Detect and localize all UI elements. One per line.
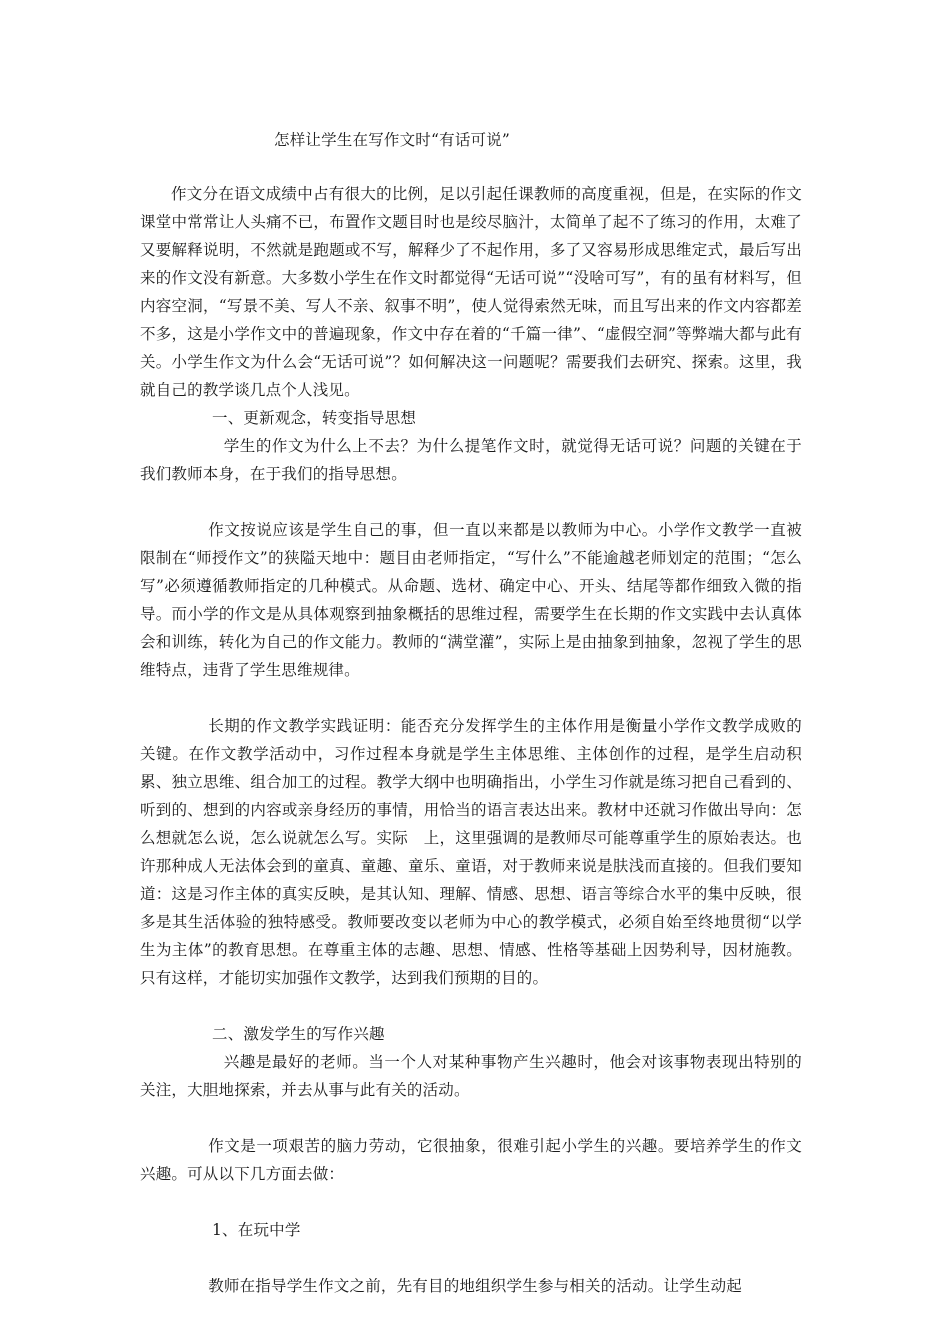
intro-paragraph: 作文分在语文成绩中占有很大的比例，足以引起任课教师的高度重视，但是，在实际的作文课堂中常常让人头痛不已，布置作文题目时也是绞尽脑汁，太简单了起不了练习的作用，太难了又要解释说明，不然就是跑题或不写，解释少了不起作用，多了又容易形成思维定式，最后写出来的作文没有新意。大多数小学生在作文时都觉得“无话可说”“没啥可写”，有的虽有材料写，但内容空洞，“写景不美、写人不亲、叙事不明”，使人觉得索然无味，而且写出来的作文内容都差不多，这是小学作文中的普遍现象，作文中存在着的“千篇一律”、“虚假空洞”等弊端大都与此有关。小学生作文为什么会“无话可说”？如何解决这一问题呢？需要我们去研究、探索。这里，我就自己的教学谈几点个人浅见。 xyxy=(140,185,802,399)
document-title: 怎样让学生在写作文时“有话可说” xyxy=(274,131,511,149)
section2-paragraph-1: 兴趣是最好的老师。当一个人对某种事物产生兴趣时，他会对该事物表现出特别的关注，大胆地探索，并去从事与此有关的活动。 xyxy=(140,1053,802,1099)
subsection1-paragraph-1: 教师在指导学生作文之前，先有目的地组织学生参与相关的活动。让学生动起 xyxy=(208,1277,742,1295)
blank-line xyxy=(140,1244,802,1272)
blank-line xyxy=(140,1188,802,1216)
section1-paragraph-3: 长期的作文教学实践证明：能否充分发挥学生的主体作用是衡量小学作文教学成败的关键。在作文教学活动中，习作过程本身就是学生主体思维、主体创作的过程，是学生启动积累、独立思维、组合加工的过程。教学大纲中也明确指出，小学生习作就是练习把自己看到的、听到的、想到的内容或亲身经历的事情，用恰当的语言表达出来。教材中还就习作做出导向：怎么想就怎么说，怎么说就怎么写。实际 上，这里强调的是教师尽可能尊重学生的原始表达。也许那种成人无法体会到的童真、童趣、童乐、童语，对于教师来说是肤浅而直接的。但我们要知道：这是习作主体的真实反映，是其认知、理解、情感、思想、语言等综合水平的集中反映，很多是其生活体验的独特感受。教师要改变以老师为中心的教学模式，必须自始至终地贯彻“以学生为主体”的教育思想。在尊重主体的志趣、思想、情感、性格等基础上因势利导，因材施教。只有这样，才能切实加强作文教学，达到我们预期的目的。 xyxy=(140,717,802,987)
blank-line xyxy=(140,488,802,516)
blank-line xyxy=(140,992,802,1020)
section1-paragraph-2: 作文按说应该是学生自己的事，但一直以来都是以教师为中心。小学作文教学一直被限制在“师授作文”的狭隘天地中：题目由老师指定，“写什么”不能逾越老师划定的范围；“怎么写”必须遵循教师指定的几种模式。从命题、选材、确定中心、开头、结尾等都作细致入微的指导。而小学的作文是从具体观察到抽象概括的思维过程，需要学生在长期的作文实践中去认真体会和训练，转化为自己的作文能力。教师的“满堂灌”，实际上是由抽象到抽象，忽视了学生的思维特点，违背了学生思维规律。 xyxy=(140,521,802,679)
section2-heading: 二、激发学生的写作兴趣 xyxy=(212,1025,385,1043)
section1-paragraph-1: 学生的作文为什么上不去？为什么提笔作文时，就觉得无话可说？问题的关键在于我们教师本身，在于我们的指导思想。 xyxy=(140,437,802,483)
blank-line xyxy=(140,684,802,712)
spacer xyxy=(140,154,802,180)
section2-paragraph-2: 作文是一项艰苦的脑力劳动，它很抽象，很难引起小学生的兴趣。要培养学生的作文兴趣。可从以下几方面去做： xyxy=(140,1137,802,1183)
subsection1-heading: 1、在玩中学 xyxy=(212,1221,301,1239)
section1-heading: 一、更新观念，转变指导思想 xyxy=(212,409,417,427)
blank-line xyxy=(140,1104,802,1132)
document-body xyxy=(140,126,802,1300)
